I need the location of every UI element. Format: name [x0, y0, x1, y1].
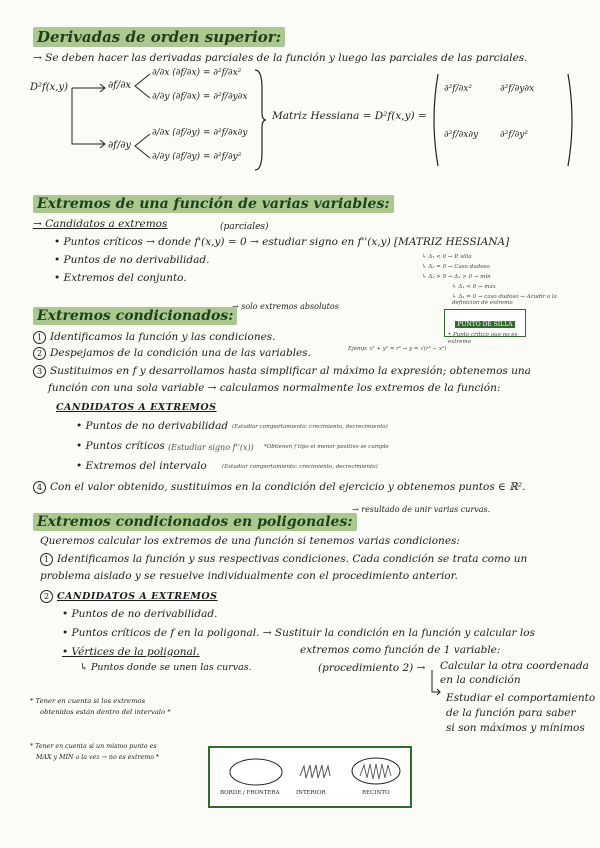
cond-no-derivabilidad: • Puntos de no derivabilidad [76, 420, 229, 432]
footnote-1a: * Tener en cuenta si los extremos [30, 697, 146, 705]
cond-puntos-criticos-note-2: *Obtienen f tipo el menor positivo se cumple [264, 444, 389, 450]
result-1a: Calcular la otra coordenada [440, 660, 589, 672]
parciales-note: (parciales) [220, 222, 269, 232]
step-number: 1 [40, 553, 53, 566]
step-number: 2 [33, 347, 46, 360]
footnote-1b: obtenidos están dentro del intervalo * [40, 708, 171, 716]
region-legend-box [208, 746, 412, 808]
pol-step-2 [40, 590, 218, 603]
hessiana-case-2: ↳ Δ₂ = 0 → Caso dudoso [422, 264, 490, 270]
cond-step-4 [33, 481, 525, 494]
hessiana-case-4: ↳ Δ₁ < 0 → máx [452, 284, 496, 290]
punto-silla-def: • Punto crítico que no es extremo [448, 332, 518, 345]
pol-step-1-text-b: problema aislado y se resuelve individualmente con el procedimiento anterior. [40, 570, 458, 582]
procedimiento-2: (procedimiento 2) → [318, 662, 426, 674]
section-title-poligonales: Extremos condicionados en poligonales: [33, 513, 357, 531]
cond-step-3-text-a: Sustituimos en f y desarrollamos hasta simplificar al máximo la expresión; obtenemos una [50, 365, 531, 377]
pol-puntos-criticos: • Puntos críticos de f en la poligonal. → Sustituir la condición en la función y calcular los [62, 627, 535, 639]
cond-extremos-intervalo-note: (Estudiar comportamiento: crecimiento, decrecimiento) [222, 464, 378, 470]
candidatos-cond-heading: CANDIDATOS A EXTREMOS [56, 402, 217, 413]
punto-silla-tag: PUNTO DE SILLA [455, 321, 516, 328]
puntos-criticos: • Puntos críticos → donde f'(x,y) = 0 → estudiar signo en f''(x,y) [MATRIZ HESSIANA] [54, 236, 510, 248]
pol-step-1-text-a: Identificamos la función y sus respectivas condiciones. Cada condición se trata como un [57, 553, 528, 565]
poligonales-intro: Queremos calcular los extremos de una función si tenemos varias condiciones: [40, 535, 460, 547]
step-number: 4 [33, 481, 46, 494]
cond-puntos-criticos: • Puntos críticos [76, 440, 165, 452]
cond-no-derivabilidad-note: (Estudiar comportamiento: crecimiento, decrecimiento) [232, 424, 388, 430]
legend-borde: BORDE / FRONTERA [220, 790, 280, 796]
pol-vertices-def: ↳ Puntos donde se unen las curvas. [80, 662, 252, 673]
step-number: 3 [33, 365, 46, 378]
pol-candidatos-heading: CANDIDATOS A EXTREMOS [57, 591, 218, 602]
recinto-shape-icon [348, 754, 404, 788]
tree-branches [132, 70, 152, 170]
pol-no-derivabilidad: • Puntos de no derivabilidad. [62, 608, 218, 620]
cond-puntos-criticos-note: (Estudiar signo f''(x)) [168, 443, 254, 452]
result-2c: si son máximos y mínimos [446, 722, 585, 734]
hessiana-label: Matriz Hessiana = D²f(x,y) = [272, 110, 427, 122]
hessiana-case-3: ↳ Δ₂ > 0 → Δ₁ > 0 → mín [422, 274, 491, 280]
matrix-a: ∂²f/∂x² [444, 84, 472, 94]
pol-vertices: • Vértices de la poligonal. [62, 646, 200, 658]
cond-step-1-text: Identificamos la función y las condiciones. [50, 331, 276, 343]
footnote-2a: * Tener en cuenta si un mismo punto es [30, 743, 157, 750]
candidatos-heading: → Candidatos a extremos [33, 218, 168, 230]
step-number: 2 [40, 590, 53, 603]
pol-step-1 [40, 553, 527, 566]
right-brace [252, 68, 268, 172]
d2f-label: D²f(x,y) [30, 82, 68, 93]
section-title-derivadas: Derivadas de orden superior: [33, 27, 285, 47]
punto-silla-box [444, 309, 526, 345]
cond-step-4-text: Con el valor obtenido, sustituimos en la condición del ejercicio y obtenemos puntos ∈ ℝ². [50, 481, 526, 493]
section-title-condicionados: Extremos condicionados: [33, 307, 237, 325]
interior-scribble-icon [292, 756, 342, 788]
legend-interior: INTERIOR [296, 790, 326, 796]
procedure-arrow [428, 668, 442, 698]
cond-step-3-text-b: función con una sola variable → calculamos normalmente los extremos de la función: [48, 382, 501, 394]
df-dy: ∂f/∂y [108, 140, 132, 151]
d2f-dxdy: ∂/∂x (∂f/∂y) = ∂²f/∂x∂y [152, 128, 248, 138]
extremos-conjunto: • Extremos del conjunto. [54, 272, 187, 284]
result-2b: de la función para saber [446, 707, 576, 719]
matrix-c: ∂²f/∂x∂y [444, 130, 479, 140]
d2f-dx2: ∂/∂x (∂f/∂x) = ∂²f/∂x² [152, 68, 242, 78]
borde-shape-icon [226, 756, 286, 788]
df-dx: ∂f/∂x [108, 80, 132, 91]
cond-extremos-intervalo: • Extremos del intervalo [76, 460, 207, 472]
result-2a: Estudiar el comportamiento [446, 692, 596, 704]
poligonales-note: → resultado de unir varias curvas. [352, 505, 491, 514]
d2f-dydx: ∂/∂y (∂f/∂x) = ∂²f/∂y∂x [152, 92, 248, 102]
d2f-dy2: ∂/∂y (∂f/∂y) = ∂²f/∂y² [152, 152, 242, 162]
hessiana-case-1: ↳ Δ₁ < 0 → P. silla [422, 254, 472, 260]
cond-step-3 [33, 365, 531, 378]
matrix-b: ∂²f/∂y∂x [500, 84, 535, 94]
footnote-2b: MAX y MIN a la vez → no es extremo * [36, 754, 160, 761]
pol-puntos-criticos-b: extremos como función de 1 variable: [300, 644, 501, 656]
solo-absolutos-note: → solo extremos absolutos [232, 302, 339, 311]
puntos-no-derivabilidad: • Puntos de no derivabilidad. [54, 254, 210, 266]
hessiana-case-5: ↳ Δ₁ = 0 → caso dudoso → Acudir a la definición de extremo [452, 294, 557, 306]
cond-step-2-text: Despejamos de la condición una de las variables. [50, 347, 311, 359]
cond-step-1 [33, 331, 276, 344]
section-title-extremos: Extremos de una función de varias variables: [33, 195, 394, 213]
ejemplo-note: Ejemp: x² + y² = r² → y = √(r² − x²) [348, 346, 447, 352]
cond-step-2 [33, 347, 311, 360]
derivadas-intro: → Se deben hacer las derivadas parciales de la función y luego las parciales de las parciales. [33, 52, 528, 64]
result-1b: en la condición [440, 674, 521, 686]
step-number: 1 [33, 331, 46, 344]
legend-recinto: RECINTO [362, 790, 390, 796]
matrix-d: ∂²f/∂y² [500, 130, 528, 140]
